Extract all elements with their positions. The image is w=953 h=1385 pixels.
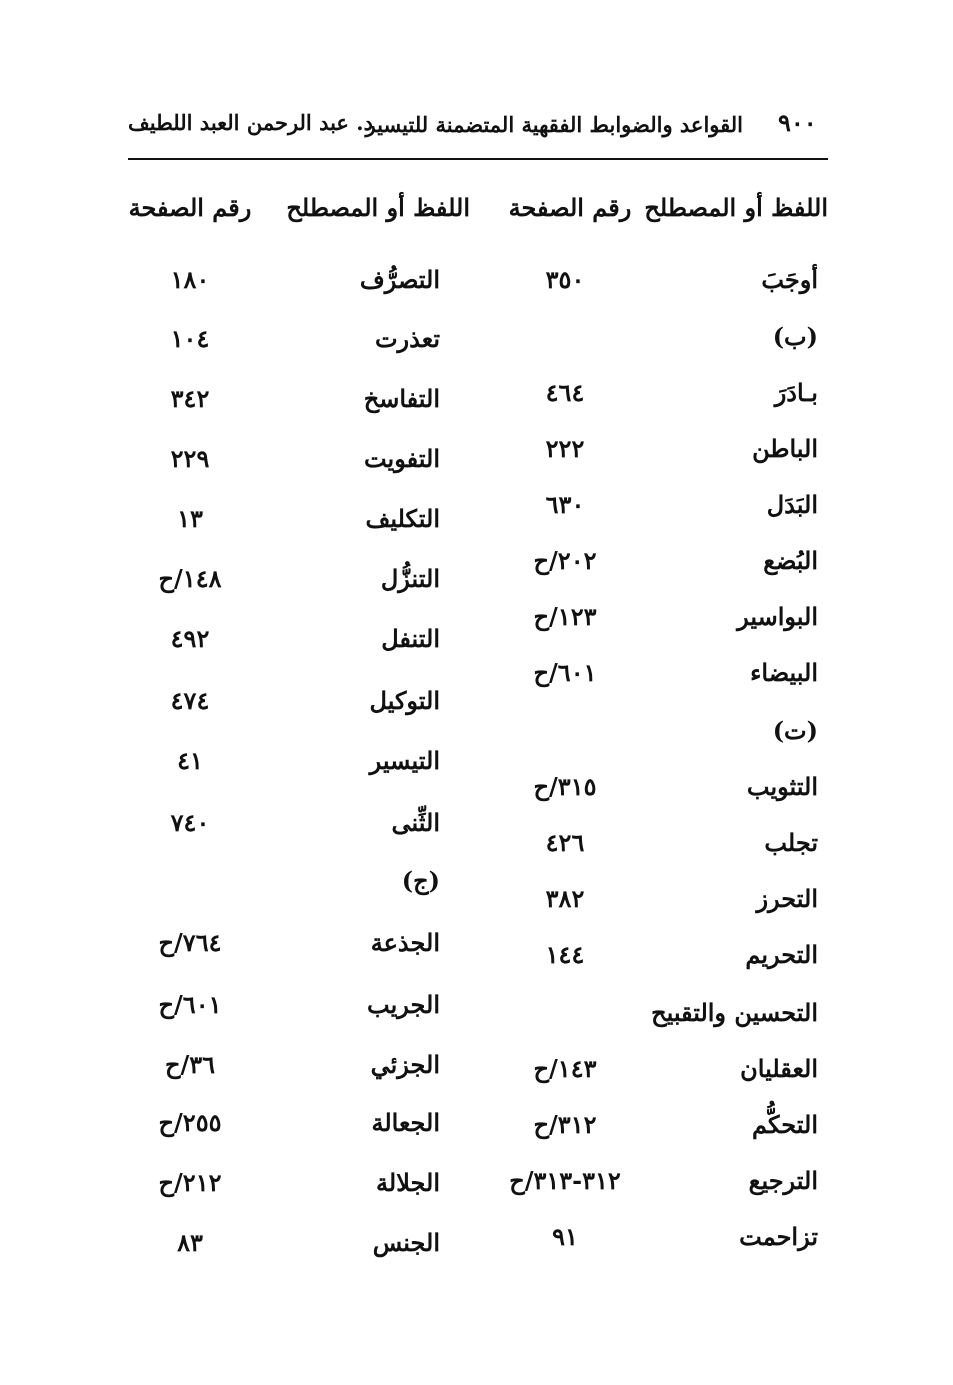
left-page-number: ١٠٤ bbox=[170, 324, 210, 353]
right-term: الترجيع bbox=[748, 1166, 818, 1195]
right-term: البواسير bbox=[737, 602, 818, 631]
right-page-number: ٢٠٢/ح bbox=[533, 546, 597, 575]
right-page-number: ١٤٣/ح bbox=[533, 1054, 597, 1083]
left-page-number: ١٤٨/ح bbox=[158, 564, 222, 593]
left-page-number: ٧٦٤/ح bbox=[158, 928, 222, 957]
right-page-number: ٤٦٤ bbox=[545, 378, 585, 407]
left-term: الجزئي bbox=[370, 1050, 440, 1079]
left-page-header: رقم الصفحة bbox=[128, 193, 252, 222]
left-page-number: ٤٧٤ bbox=[170, 686, 210, 715]
right-term: (ب) bbox=[772, 322, 818, 351]
right-term: العقليان bbox=[740, 1054, 818, 1083]
left-page-number: ٣٦/ح bbox=[164, 1050, 216, 1079]
right-term: تجلب bbox=[764, 828, 818, 857]
right-term: البَدَل bbox=[766, 490, 818, 519]
left-page-number: ٤٩٢ bbox=[170, 624, 210, 653]
right-term: تزاحمت bbox=[739, 1222, 818, 1251]
author-name: د. عبد الرحمن العبد اللطيف bbox=[128, 110, 373, 135]
right-term: التحرز bbox=[756, 884, 818, 913]
right-page-number: ١٤٤ bbox=[545, 940, 585, 969]
left-term-header: اللفظ أو المصطلح bbox=[286, 193, 470, 222]
right-page-number: ٣٥٠ bbox=[545, 265, 585, 294]
left-term: الجلالة bbox=[376, 1168, 440, 1197]
left-term: التفاسخ bbox=[363, 384, 440, 413]
left-page-number: ٢٥٥/ح bbox=[158, 1108, 222, 1137]
right-page-number: ٩١ bbox=[552, 1222, 578, 1251]
right-page-number: ٣١٢/ح bbox=[533, 1110, 597, 1139]
page-number: ٩٠٠ bbox=[778, 108, 817, 137]
right-term-header: اللفظ أو المصطلح bbox=[644, 193, 828, 222]
left-term: الجذعة bbox=[370, 928, 440, 957]
left-page-number: ٣٤٢ bbox=[170, 384, 210, 413]
left-page-number: ٦٠١/ح bbox=[158, 990, 222, 1019]
left-term: الثِّنى bbox=[391, 808, 440, 837]
right-page-number: ٦٠١/ح bbox=[533, 658, 597, 687]
right-term: التحسين والتقبيح bbox=[651, 998, 818, 1027]
right-page-number: ١٢٣/ح bbox=[533, 602, 597, 631]
right-term: بـادَرَ bbox=[774, 378, 818, 407]
left-term: التوكيل bbox=[369, 686, 440, 715]
right-term: البُضع bbox=[763, 546, 818, 575]
left-page-number: ٧٤٠ bbox=[170, 808, 210, 837]
right-page-number: ٤٢٦ bbox=[545, 828, 585, 857]
left-term: الجنس bbox=[372, 1228, 440, 1257]
right-term: البيضاء bbox=[750, 658, 818, 687]
right-page-number: ٣١٥/ح bbox=[533, 772, 597, 801]
right-page-header: رقم الصفحة bbox=[508, 193, 632, 222]
right-page-number: ٣٨٢ bbox=[545, 884, 585, 913]
left-term: الجريب bbox=[367, 990, 440, 1019]
right-page-number: ٢٢٢ bbox=[545, 434, 585, 463]
book-title: القواعد والضوابط الفقهية المتضمنة للتيسير bbox=[365, 112, 743, 137]
left-term: الجعالة bbox=[371, 1108, 440, 1137]
left-term: التصرُّف bbox=[359, 265, 440, 294]
right-page-number: ٦٣٠ bbox=[545, 490, 585, 519]
left-term: التيسير bbox=[369, 746, 440, 775]
right-term: التحريم bbox=[745, 940, 818, 969]
right-term: التثويب bbox=[746, 772, 818, 801]
left-term: التفويت bbox=[363, 444, 440, 473]
left-term: التنفل bbox=[381, 624, 440, 653]
left-page-number: ٨٣ bbox=[177, 1228, 203, 1257]
right-term: التحكُّم bbox=[752, 1110, 818, 1139]
left-page-number: ١٨٠ bbox=[170, 265, 210, 294]
left-page-number: ٤١ bbox=[177, 746, 203, 775]
left-term: تعذرت bbox=[374, 324, 440, 353]
left-term: (ج) bbox=[401, 866, 440, 895]
left-page-number: ٢١٢/ح bbox=[158, 1168, 222, 1197]
right-term: (ت) bbox=[772, 716, 818, 745]
left-term: التنزُّل bbox=[380, 564, 440, 593]
right-term: أوجَبَ bbox=[761, 265, 818, 294]
right-page-number: ٣١٢-٣١٣/ح bbox=[509, 1166, 621, 1195]
left-page-number: ١٣ bbox=[177, 504, 203, 533]
left-page-number: ٢٢٩ bbox=[170, 444, 210, 473]
left-term: التكليف bbox=[365, 504, 440, 533]
right-term: الباطن bbox=[752, 434, 818, 463]
